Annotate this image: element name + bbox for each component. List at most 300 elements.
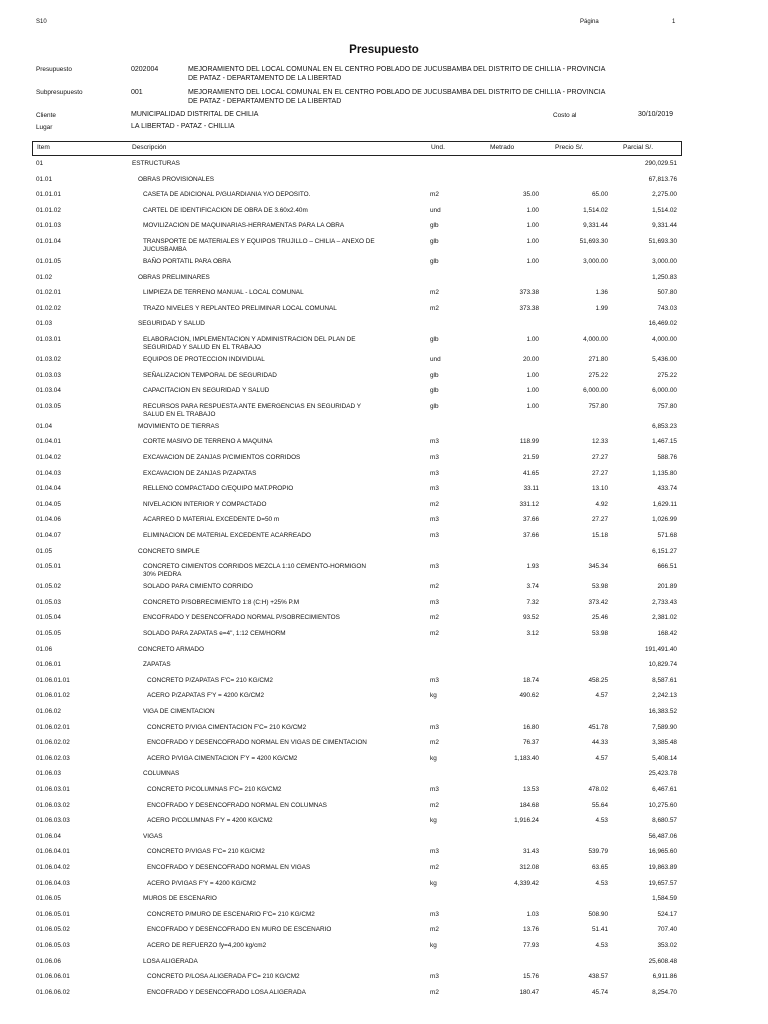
row-precio: 539.79: [588, 848, 608, 856]
col-item: Item: [37, 144, 50, 151]
row-unit: m2: [430, 583, 439, 591]
row-description: ACERO P/VIGAS F'Y = 4200 KG/CM2: [147, 879, 256, 887]
row-metrado: 312.08: [519, 864, 539, 871]
row-metrado: 16.80: [523, 723, 539, 731]
row-parcial: 19,657.57: [648, 879, 677, 887]
row-parcial: 290,029.51: [645, 160, 677, 167]
row-description: CONCRETO CIMIENTOS CORRIDOS MEZCLA 1:10 CEMENTO-HORMIGON 30% PIEDRA: [143, 563, 366, 578]
row-item-code: 01.06.03.02: [36, 801, 70, 809]
row-item-code: 01.03: [36, 320, 52, 328]
page-title: Presupuesto: [349, 44, 419, 56]
row-item-code: 01.03.03: [36, 371, 61, 379]
row-precio: 4,000.00: [583, 336, 608, 343]
row-unit: m2: [430, 614, 439, 622]
row-precio: 27.27: [592, 469, 608, 477]
row-precio: 51.41: [592, 926, 608, 934]
row-description: CONCRETO P/COLUMNAS F'C= 210 KG/CM2: [147, 786, 282, 793]
row-item-code: 01.03.01: [36, 336, 61, 343]
row-parcial: 353.02: [657, 942, 677, 949]
row-description: LIMPIEZA DE TERRENO MANUAL - LOCAL COMUNAL: [143, 289, 304, 297]
row-item-code: 01.05: [36, 547, 52, 555]
row-parcial: 51,693.30: [648, 238, 677, 245]
col-precio: Precio S/.: [555, 144, 584, 151]
row-unit: m3: [430, 454, 439, 461]
row-item-code: 01.05.04: [36, 614, 61, 622]
row-item-code: 01.06.02: [36, 708, 61, 715]
row-item-code: 01.06.03: [36, 770, 61, 778]
row-metrado: 31.43: [523, 848, 539, 856]
row-description: OBRAS PROVISIONALES: [138, 175, 215, 183]
row-description: ESTRUCTURAS: [132, 160, 180, 167]
row-item-code: 01.04.04: [36, 485, 61, 493]
row-description: COLUMNAS: [143, 770, 180, 778]
row-description: ELIMINACION DE MATERIAL EXCEDENTE ACARREADO: [143, 532, 311, 539]
row-item-code: 01.05.02: [36, 583, 61, 591]
table-header: [32, 141, 682, 156]
row-unit: m3: [430, 563, 439, 571]
row-precio: 27.27: [592, 454, 608, 461]
row-parcial: 588.76: [657, 454, 677, 461]
row-metrado: 1.00: [526, 258, 539, 265]
row-precio: 51,693.30: [579, 238, 608, 245]
row-parcial: 1,135.80: [652, 469, 677, 477]
row-parcial: 168.42: [657, 630, 677, 637]
row-parcial: 4,000.00: [652, 336, 677, 343]
row-metrado: 13.53: [523, 786, 539, 793]
row-item-code: 01.01.02: [36, 206, 61, 214]
row-parcial: 201.89: [657, 583, 677, 591]
col-metrado: Metrado: [490, 144, 515, 151]
row-precio: 1.99: [595, 304, 608, 312]
lugar-label: Lugar: [36, 124, 53, 131]
row-item-code: 01.06.04.03: [36, 879, 70, 887]
row-precio: 25.46: [592, 614, 608, 622]
row-item-code: 01.02.02: [36, 304, 61, 312]
row-description: CONCRETO P/LOSA ALIGERADA F'C= 210 KG/CM2: [147, 973, 300, 981]
row-item-code: 01.01.01: [36, 191, 61, 199]
presupuesto-label: Presupuesto: [36, 66, 72, 73]
row-precio: 508.90: [588, 910, 608, 918]
row-description: ZAPATAS: [143, 661, 171, 669]
row-precio: 271.80: [588, 356, 608, 363]
row-unit: und: [430, 356, 441, 363]
page-number: 1: [672, 19, 676, 25]
row-item-code: 01.04.01: [36, 438, 61, 446]
row-description: SEÑALIZACION TEMPORAL DE SEGURIDAD: [143, 371, 277, 379]
costo-label: Costo al: [553, 112, 577, 119]
row-unit: glb: [430, 371, 439, 379]
row-description: NIVELACION INTERIOR Y COMPACTADO: [143, 500, 267, 508]
row-item-code: 01.04.03: [36, 469, 61, 477]
row-item-code: 01.06.05.03: [36, 942, 70, 949]
row-description: CONCRETO P/ZAPATAS F'C= 210 KG/CM2: [147, 676, 273, 684]
row-parcial: 16,965.60: [648, 848, 677, 856]
software-label: S10: [36, 19, 47, 25]
row-item-code: 01.06.01.02: [36, 692, 70, 700]
row-precio: 373.42: [588, 598, 608, 606]
row-description: RECURSOS PARA RESPUESTA ANTE EMERGENCIAS EN SEGURIDAD Y SALUD EN EL TRABAJO: [143, 402, 361, 418]
row-parcial: 275.22: [657, 371, 677, 379]
col-descripcion: Descripción: [132, 144, 167, 151]
row-metrado: 373.38: [519, 289, 539, 297]
row-item-code: 01.06.02.01: [36, 723, 70, 731]
row-item-code: 01.04.02: [36, 454, 61, 461]
row-description: EXCAVACION DE ZANJAS P/CIMIENTOS CORRIDOS: [143, 454, 301, 461]
row-unit: m2: [430, 988, 439, 996]
row-parcial: 9,331.44: [652, 222, 677, 230]
row-description: LOSA ALIGERADA: [143, 957, 198, 965]
row-description: TRAZO NIVELES Y REPLANTEO PRELIMINAR LOCAL COMUNAL: [143, 304, 337, 312]
row-item-code: 01.06.04.01: [36, 848, 70, 856]
row-parcial: 6,000.00: [652, 387, 677, 395]
row-description: ELABORACION, IMPLEMENTACION Y ADMINISTRACION DEL PLAN DE SEGURIDAD Y SALUD EN EL TRABAJO: [143, 336, 356, 351]
row-unit: m3: [430, 723, 439, 731]
row-item-code: 01.03.02: [36, 356, 61, 363]
row-description: CORTE MASIVO DE TERRENO A MAQUINA: [143, 438, 273, 446]
row-unit: glb: [430, 402, 439, 410]
row-unit: m2: [430, 500, 439, 508]
row-item-code: 01.06.06.02: [36, 988, 70, 996]
subpresupuesto-code: 001: [131, 89, 143, 96]
row-parcial: 2,381.02: [652, 614, 677, 622]
row-precio: 63.65: [592, 864, 608, 871]
row-metrado: 3.74: [526, 583, 539, 591]
row-parcial: 25,608.48: [648, 957, 677, 965]
row-unit: m3: [430, 469, 439, 477]
row-unit: m3: [430, 973, 439, 981]
row-description: EQUIPOS DE PROTECCION INDIVIDUAL: [143, 356, 265, 363]
row-unit: glb: [430, 336, 439, 343]
row-parcial: 3,385.48: [652, 739, 677, 747]
col-parcial: Parcial S/.: [623, 144, 654, 151]
row-item-code: 01.06.01.01: [36, 676, 70, 684]
row-unit: m3: [430, 532, 439, 539]
row-metrado: 21.59: [523, 454, 539, 461]
row-parcial: 6,911.86: [652, 973, 677, 981]
row-description: CONCRETO ARMADO: [138, 645, 204, 653]
row-metrado: 1.00: [526, 206, 539, 214]
row-unit: m2: [430, 864, 439, 871]
presupuesto-description: MEJORAMIENTO DEL LOCAL COMUNAL EN EL CENTRO POBLADO DE JUCUSBAMBA DEL DISTRITO DE CHILLIA - PROVINCIA DE PATAZ - DEPARTAMENTO DE LA LIBERTAD: [188, 66, 605, 83]
cliente-value: MUNICIPALIDAD DISTRITAL DE CHILIA: [131, 111, 259, 118]
row-precio: 65.00: [592, 191, 608, 199]
row-parcial: 8,254.70: [652, 988, 677, 996]
row-metrado: 118.99: [519, 438, 539, 446]
row-description: ENCOFRADO Y DESENCOFRADO LOSA ALIGERADA: [147, 988, 306, 996]
row-unit: m3: [430, 848, 439, 856]
row-precio: 45.74: [592, 988, 608, 996]
costo-date: 30/10/2019: [638, 111, 674, 118]
row-metrado: 33.11: [523, 485, 539, 493]
row-description: SOLADO PARA CIMIENTO CORRIDO: [143, 583, 253, 591]
row-item-code: 01.06.03.01: [36, 786, 70, 793]
row-parcial: 16,383.52: [648, 708, 677, 715]
row-parcial: 757.80: [657, 402, 677, 410]
row-precio: 6,000.00: [583, 387, 608, 395]
row-parcial: 16,469.02: [648, 320, 677, 328]
row-description: CONCRETO P/VIGA CIMENTACION F'C= 210 KG/CM2: [147, 723, 307, 731]
row-metrado: 1.00: [526, 402, 539, 410]
row-parcial: 6,853.23: [652, 422, 677, 430]
row-metrado: 37.66: [523, 532, 539, 539]
row-metrado: 3.12: [526, 630, 539, 637]
row-unit: kg: [430, 692, 437, 700]
row-metrado: 7.32: [526, 598, 539, 606]
row-unit: m3: [430, 438, 439, 446]
presupuesto-code: 0202004: [131, 66, 159, 73]
row-description: ACERO P/ZAPATAS F'Y = 4200 KG/CM2: [147, 692, 265, 700]
row-description: EXCAVACION DE ZANJAS P/ZAPATAS: [143, 469, 257, 477]
row-item-code: 01.06.01: [36, 661, 61, 669]
row-unit: glb: [430, 222, 439, 230]
row-precio: 27.27: [592, 516, 608, 524]
row-precio: 9,331.44: [583, 222, 608, 230]
row-parcial: 5,408.14: [652, 754, 677, 762]
row-precio: 4.53: [595, 817, 608, 825]
row-description: OBRAS PRELIMINARES: [138, 273, 210, 281]
row-parcial: 1,629.11: [652, 500, 677, 508]
row-metrado: 41.65: [523, 469, 539, 477]
row-precio: 13.10: [592, 485, 608, 493]
row-description: SEGURIDAD Y SALUD: [138, 320, 205, 328]
row-description: ENCOFRADO Y DESENCOFRADO NORMAL P/SOBRECIMIENTOS: [143, 614, 340, 622]
row-unit: kg: [430, 879, 437, 887]
row-item-code: 01.06.04.02: [36, 864, 70, 871]
row-precio: 1.36: [595, 289, 608, 297]
row-precio: 438.57: [588, 973, 608, 981]
row-item-code: 01.04.05: [36, 500, 61, 508]
row-parcial: 56,487.06: [648, 832, 677, 840]
row-metrado: 1.00: [526, 238, 539, 245]
row-unit: glb: [430, 387, 439, 395]
row-metrado: 490.62: [519, 692, 539, 700]
row-parcial: 10,275.60: [648, 801, 677, 809]
row-item-code: 01.01.05: [36, 258, 61, 265]
row-item-code: 01.01.03: [36, 222, 61, 230]
row-description: MUROS DE ESCENARIO: [143, 895, 217, 903]
row-item-code: 01.06: [36, 645, 52, 653]
row-precio: 53.98: [592, 630, 608, 637]
row-parcial: 507.80: [657, 289, 677, 297]
row-unit: m2: [430, 289, 439, 297]
row-item-code: 01.06.05: [36, 895, 61, 903]
row-metrado: 20.00: [523, 356, 539, 363]
subpresupuesto-description: MEJORAMIENTO DEL LOCAL COMUNAL EN EL CENTRO POBLADO DE JUCUSBAMBA DEL DISTRITO DE CHILLIA - PROVINCIA DE PATAZ - DEPARTAMENTO DE LA LIBERTAD: [188, 89, 605, 106]
row-precio: 4.57: [595, 692, 608, 700]
row-description: ACERO P/COLUMNAS F'Y = 4200 KG/CM2: [147, 817, 273, 825]
row-description: CAPACITACION EN SEGURIDAD Y SALUD: [143, 387, 270, 395]
row-metrado: 1,916.24: [514, 817, 539, 825]
row-parcial: 10,829.74: [648, 661, 677, 669]
row-description: MOVIMIENTO DE TIERRAS: [138, 422, 220, 430]
row-parcial: 1,467.15: [652, 438, 677, 446]
row-parcial: 1,514.02: [652, 206, 677, 214]
row-item-code: 01.06.03.03: [36, 817, 70, 825]
row-description: ENCOFRADO Y DESENCOFRADO NORMAL EN COLUMNAS: [147, 801, 327, 809]
row-item-code: 01.05.03: [36, 598, 61, 606]
row-unit: glb: [430, 238, 439, 245]
row-unit: kg: [430, 942, 437, 949]
row-precio: 3,000.00: [583, 258, 608, 265]
row-unit: m2: [430, 926, 439, 934]
row-unit: kg: [430, 754, 437, 762]
row-description: BAÑO PORTATIL PARA OBRA: [143, 258, 232, 265]
row-precio: 44.33: [592, 739, 608, 747]
row-metrado: 180.47: [519, 988, 539, 996]
row-parcial: 191,491.40: [645, 645, 677, 653]
row-precio: 757.80: [588, 402, 608, 410]
row-item-code: 01.02.01: [36, 289, 61, 297]
row-unit: m2: [430, 630, 439, 637]
row-metrado: 76.37: [523, 739, 539, 747]
row-metrado: 1.00: [526, 222, 539, 230]
row-parcial: 8,587.61: [652, 676, 677, 684]
row-description: CASETA DE ADICIONAL P/GUARDIANIA Y/O DEPOSITO.: [143, 191, 311, 199]
row-precio: 275.22: [588, 371, 608, 379]
row-unit: glb: [430, 258, 439, 265]
row-metrado: 1.03: [526, 910, 539, 918]
row-precio: 12.33: [592, 438, 608, 446]
row-item-code: 01.05.01: [36, 563, 61, 571]
row-precio: 451.78: [588, 723, 608, 731]
row-item-code: 01.06.06: [36, 957, 61, 965]
row-description: RELLENO COMPACTADO C/EQUIPO MAT.PROPIO: [143, 485, 294, 493]
row-metrado: 13.76: [523, 926, 539, 934]
row-unit: m2: [430, 739, 439, 747]
subpresupuesto-label: Subpresupuesto: [36, 89, 83, 96]
row-item-code: 01.01: [36, 175, 52, 183]
row-parcial: 2,242.13: [652, 692, 677, 700]
row-metrado: 4,339.42: [514, 879, 539, 887]
row-metrado: 1.93: [526, 563, 539, 571]
row-metrado: 18.74: [523, 676, 539, 684]
row-description: CONCRETO P/MURO DE ESCENARIO F'C= 210 KG/CM2: [147, 910, 315, 918]
row-description: SOLADO PARA ZAPATAS e=4", 1:12 CEM/HORM: [143, 630, 286, 637]
row-description: VIGA DE CIMENTACION: [143, 708, 215, 715]
row-unit: m3: [430, 598, 439, 606]
row-precio: 4.92: [595, 500, 608, 508]
row-parcial: 743.03: [657, 304, 677, 312]
row-description: CONCRETO P/SOBRECIMIENTO 1:8 (C:H) +25% P.M: [143, 598, 300, 606]
row-parcial: 1,584.59: [652, 895, 677, 903]
row-item-code: 01.06.04: [36, 832, 61, 840]
row-precio: 345.34: [588, 563, 608, 571]
row-unit: m3: [430, 516, 439, 524]
row-description: ACERO P/VIGA CIMENTACION F'Y = 4200 KG/CM2: [147, 754, 298, 762]
row-item-code: 01: [36, 160, 44, 167]
row-precio: 4.57: [595, 754, 608, 762]
row-unit: m2: [430, 304, 439, 312]
row-parcial: 2,275.00: [652, 191, 677, 199]
row-description: ACERO DE REFUERZO fy=4,200 kg/cm2: [147, 942, 267, 949]
row-metrado: 93.52: [523, 614, 539, 622]
row-unit: m2: [430, 801, 439, 809]
row-item-code: 01.03.04: [36, 387, 61, 395]
row-parcial: 433.74: [657, 485, 677, 493]
row-metrado: 1.00: [526, 336, 539, 343]
row-precio: 4.53: [595, 879, 608, 887]
row-item-code: 01.06.05.01: [36, 910, 70, 918]
row-precio: 55.64: [592, 801, 608, 809]
row-parcial: 2,733.43: [652, 598, 677, 606]
row-item-code: 01.04: [36, 422, 52, 430]
row-item-code: 01.05.05: [36, 630, 61, 637]
row-item-code: 01.06.05.02: [36, 926, 70, 934]
page-label: Página: [580, 19, 599, 25]
row-parcial: 67,813.76: [648, 175, 677, 183]
row-metrado: 1.00: [526, 387, 539, 395]
row-unit: und: [430, 206, 441, 214]
row-item-code: 01.06.02.03: [36, 754, 70, 762]
row-metrado: 1,183.40: [514, 754, 539, 762]
row-parcial: 1,250.83: [652, 273, 677, 281]
row-unit: m3: [430, 676, 439, 684]
row-description: CONCRETO P/VIGAS F'C= 210 KG/CM2: [147, 848, 265, 856]
row-parcial: 19,863.89: [648, 864, 677, 871]
row-metrado: 77.93: [523, 942, 539, 949]
row-metrado: 373.38: [519, 304, 539, 312]
row-item-code: 01.03.05: [36, 402, 61, 410]
row-metrado: 37.66: [523, 516, 539, 524]
row-parcial: 6,467.61: [652, 786, 677, 793]
row-unit: m3: [430, 910, 439, 918]
row-description: MOVILIZACION DE MAQUINARIAS-HERRAMENTAS PARA LA OBRA: [143, 222, 345, 230]
row-precio: 15.18: [592, 532, 608, 539]
row-metrado: 331.12: [519, 500, 539, 508]
row-description: ENCOFRADO Y DESENCOFRADO NORMAL EN VIGAS: [147, 864, 311, 871]
row-precio: 53.98: [592, 583, 608, 591]
row-parcial: 25,423.78: [648, 770, 677, 778]
row-metrado: 35.00: [523, 191, 539, 199]
lugar-value: LA LIBERTAD - PATAZ - CHILLIA: [131, 123, 235, 130]
row-parcial: 7,589.90: [652, 723, 677, 731]
row-description: TRANSPORTE DE MATERIALES Y EQUIPOS TRUJILLO – CHILIA – ANEXO DE JUCUSBAMBA: [143, 238, 375, 253]
row-description: VIGAS: [143, 832, 163, 840]
row-parcial: 5,436.00: [652, 356, 677, 363]
row-precio: 458.25: [588, 676, 608, 684]
row-precio: 1,514.02: [583, 206, 608, 214]
row-parcial: 1,026.99: [652, 516, 677, 524]
row-parcial: 666.51: [657, 563, 677, 571]
row-item-code: 01.01.04: [36, 238, 61, 245]
row-parcial: 3,000.00: [652, 258, 677, 265]
row-parcial: 707.40: [657, 926, 677, 934]
row-description: ACARREO D MATERIAL EXCEDENTE D=50 m: [143, 516, 280, 524]
row-description: CONCRETO SIMPLE: [138, 547, 200, 555]
row-precio: 4.53: [595, 942, 608, 949]
row-precio: 478.02: [588, 786, 608, 793]
row-item-code: 01.06.06.01: [36, 973, 70, 981]
row-parcial: 571.68: [657, 532, 677, 539]
row-item-code: 01.04.06: [36, 516, 61, 524]
row-parcial: 6,151.27: [652, 547, 677, 555]
row-item-code: 01.02: [36, 273, 52, 281]
row-parcial: 8,680.57: [652, 817, 677, 825]
row-unit: m2: [430, 191, 439, 199]
row-unit: kg: [430, 817, 437, 825]
row-metrado: 1.00: [526, 371, 539, 379]
cliente-label: Cliente: [36, 112, 56, 119]
row-metrado: 184.68: [519, 801, 539, 809]
row-unit: m3: [430, 485, 439, 493]
row-item-code: 01.04.07: [36, 532, 61, 539]
row-metrado: 15.76: [523, 973, 539, 981]
row-description: ENCOFRADO Y DESENCOFRADO EN MURO DE ESCENARIO: [147, 926, 332, 934]
col-und: Und.: [431, 144, 445, 151]
row-parcial: 524.17: [657, 910, 677, 918]
row-item-code: 01.06.02.02: [36, 739, 70, 747]
row-unit: m3: [430, 786, 439, 793]
